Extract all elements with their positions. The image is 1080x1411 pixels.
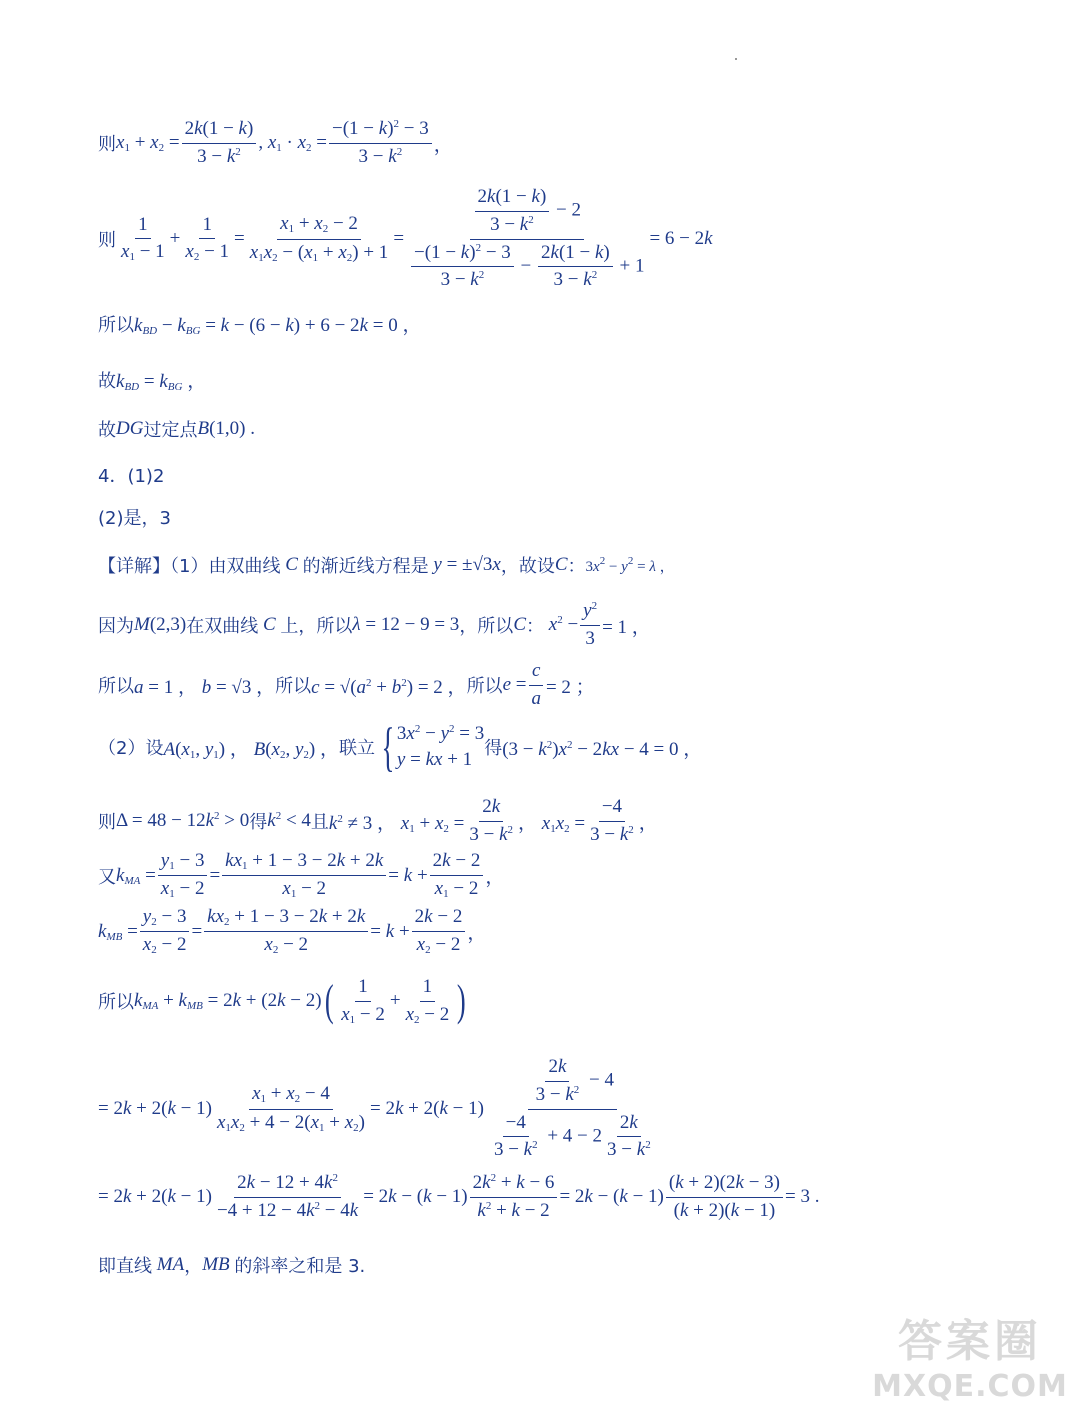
detail-sum: 所以 $k_{MA} + k_{MB} = 2k + (2k - 2)$ ( $\frac{1}{x_1 - 2}$ + $\frac{1}{x_2 - 2}$ )	[98, 976, 466, 1026]
detail-kMA: 又 $k_{MA}$ = $\frac{y_1 - 3}{x_1 - 2}$ = $\frac{kx_1 + 1 - 3 - 2k + 2k}{x_1 - 2}$ = k + $\frac{2k - 2}{x_1 - 2}$ ，	[98, 850, 505, 901]
detail-2: 因为 M(2,3) 在双曲线 C 上，所以 λ = 12 − 9 = 3 ，所以 C ： $x^2$ − $\frac{y^2}{3}$ = 1 ，	[98, 600, 651, 649]
eq-slope-equal: 故 $k_{BD} = k_{BG}$ ，	[98, 370, 207, 393]
detail-kMB: $k_{MB}$ = $\frac{y_2 - 3}{x_2 - 2}$ = $\frac{kx_2 + 1 - 3 - 2k + 2k}{x_2 - 2}$ = k + $\frac{2k - 2}{x_2 - 2}$ ，	[98, 906, 487, 957]
detail-5: 则 $\Delta = 48 - 12k^2 > 0$ 得 $k^2 < 4$ 且 $k^2 \ne 3$ ， $x_1 + x_2$ = $\frac{2k}{3 - k^2}$ ， $x_1x_2$ = $\frac{-4}{3 - k^2}$ ，	[98, 796, 658, 845]
eq-reciprocal-sum: 则 $\frac{1}{x_1 - 1}$ + $\frac{1}{x_2 - 1}$ = $\frac{x_1 + x_2 - 2}{x_1x_2 - (x_1 + x_2) + 1}$ = $\frac{2k(1 - k)}{3 - k^2}$ − 2 $\frac{-(1 - k)^2 - 3}{3 - k^2}$ − $\frac{2k(1 - k)}{3 - k^2}$ + 1 = 6 − 2k	[98, 186, 713, 291]
detail-1: 【详解】（1）由双曲线 C 的渐近线方程是 y = ±√3x ，故设 C ： $3x^2 - y^2 = \lambda$ ，	[98, 554, 675, 577]
eq-slope-diff: 所以 $k_{BD} - k_{BG} = k - (6 - k) + 6 - 2k = 0$ ，	[98, 314, 422, 337]
final-conclusion: 即直线 MA ， MB 的斜率之和是 3.	[98, 1254, 366, 1277]
stray-dot	[735, 58, 737, 60]
detail-3: 所以 a = 1 ， b = √3 ， 所以 $c = √(a^2 + b^2) = 2$ ， 所以 e = $\frac{c}{a}$ = 2 ；	[98, 660, 595, 709]
watermark-logo: 答案圈 MXQE.COM	[872, 1316, 1068, 1404]
detail-step-3: = 2k + 2(k − 1) $\frac{2k - 12 + 4k^2}{-4 + 12 - 4k^2 - 4k}$ = 2k − (k − 1) $\frac{2k^2 + k - 6}{k^2 + k - 2}$ = 2k − (k − 1) $\frac{(k + 2)(2k - 3)}{(k + 2)(k - 1)}$ = 3 .	[98, 1172, 820, 1221]
answer-4-2: (2)是，3	[98, 508, 171, 529]
answer-4-1: 4．(1)2	[98, 466, 165, 487]
detail-4: （2）设 $A(x_1$, $y_1$) ， $B(x_2$, $y_2$) ， 联立 { $3x^2 - y^2 = 3$ y = kx + 1 得 $(3 - k^2)x^2 - 2kx - 4 = 0$ ，	[98, 717, 703, 777]
conclusion-fixed-point: 故 DG 过定点 B(1,0) .	[98, 418, 255, 441]
eq-vieta-1: 则 $x_1 + x_2$ = $\frac{2k(1 - k)}{3 - k^2}$ , $x_1 \cdot x_2$ = $\frac{-(1 - k)^2 - 3}{3 - k^2}$ ，	[98, 118, 453, 167]
detail-step-2: = 2k + 2(k − 1) $\frac{x_1 + x_2 - 4}{x_1x_2 + 4 - 2(x_1 + x_2)}$ = 2k + 2(k − 1) $\frac{2k}{3 - k^2}$ − 4 $\frac{-4}{3 - k^2}$ + 4 − 2 $\frac{2k}{3 - k^2}$	[98, 1056, 651, 1161]
